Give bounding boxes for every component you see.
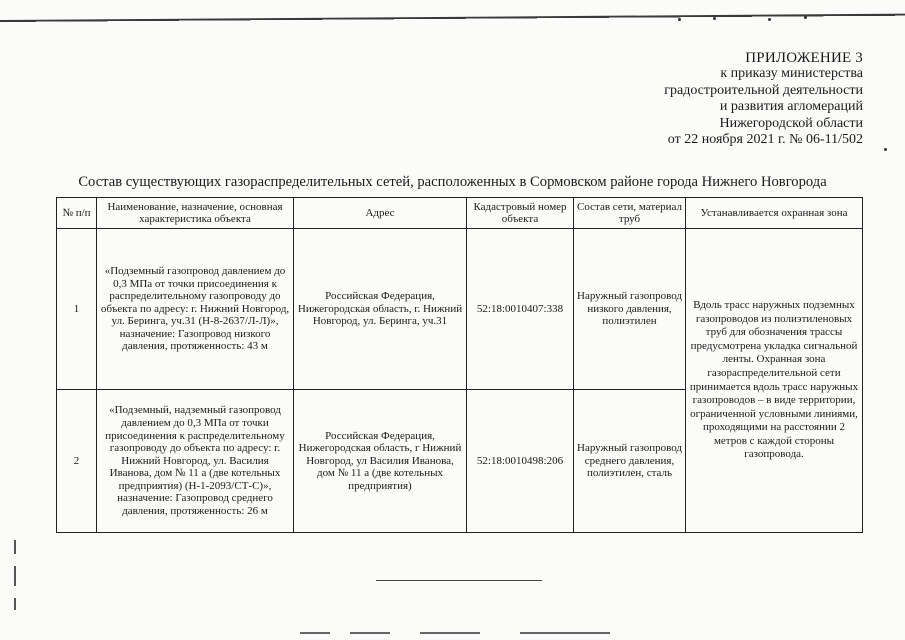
table-row: [57, 229, 863, 390]
gas-networks-table: [56, 197, 863, 533]
cell-num: 1: [57, 229, 97, 390]
cell-name: «Подземный газопровод давлением до 0,3 МПа от точки присоединения к распределительному газопроводу до объекта по адресу: г. Нижний Новгород, ул. Беринга, уч.31 (Н-8-2637/Л-Л)», назначение: Газопровод низкого давления, протяженность: 43 м: [97, 229, 294, 390]
cell-composition: Наружный газопровод среднего давления, полиэтилен, сталь: [574, 390, 686, 533]
header-num: № п/п: [57, 198, 97, 229]
appendix-line: от 22 ноября 2021 г. № 06-11/502: [667, 132, 863, 148]
scan-speck: [678, 18, 681, 21]
table-header-row: [57, 198, 863, 229]
header-composition: Состав сети, материал труб: [574, 198, 686, 229]
scan-margin-mark: [14, 540, 16, 554]
appendix-block: [664, 50, 863, 148]
header-address: Адрес: [294, 198, 467, 229]
cell-composition: Наружный газопровод низкого давления, полиэтилен: [574, 229, 686, 390]
scan-speck: [884, 148, 887, 151]
scan-bottom-mark: [520, 632, 610, 634]
scan-bottom-mark: [350, 632, 390, 634]
cell-address: Российская Федерация, Нижегородская область, г Нижний Новгород, ул Василия Иванова, дом № 11 а (две котельных предприятия): [294, 390, 467, 533]
cell-name: «Подземный, надземный газопровод давлением до 0,3 МПа от точки присоединения к распределительному газопроводу до объекта по адресу: г. Нижний Новгород, ул. Василия Иванова, дом № 11 а (две котельных предприятия) (Н-1-2093/СТ-С)», назначение: Газопровод среднего давления, протяженность: 26 м: [97, 390, 294, 533]
scan-speck: [768, 18, 771, 21]
header-zone: Устанавливается охранная зона: [686, 198, 863, 229]
scan-margin-mark: [14, 598, 16, 610]
signature-rule: [376, 580, 542, 581]
scan-speck: [804, 16, 807, 19]
cell-cadastral: 52:18:0010407:338: [467, 229, 574, 390]
header-cadastral: Кадастровый номер объекта: [467, 198, 574, 229]
cell-zone: Вдоль трасс наружных подземных газопроводов из полиэтиленовых труб для обозначения трассы предусмотрена укладка сигнальной ленты. Охранная зона газораспределительной сети принимается вдоль трасс наружных газопроводов – в виде территории, ограниченной условными линиями, проходящими на расстоянии 2 метров с каждой стороны газопровода.: [686, 229, 863, 533]
appendix-line: градостроительной деятельности: [664, 82, 863, 98]
document-heading: Состав существующих газораспределительных сетей, расположенных в Сормовском районе города Нижнего Новгорода: [78, 174, 827, 190]
scan-margin-mark: [14, 566, 16, 586]
cell-cadastral: 52:18:0010498:206: [467, 390, 574, 533]
cell-num: 2: [57, 390, 97, 533]
scan-bottom-mark: [420, 632, 480, 634]
appendix-title: ПРИЛОЖЕНИЕ 3: [745, 50, 863, 66]
scan-bottom-mark: [300, 632, 330, 634]
cell-address: Российская Федерация, Нижегородская область, г. Нижний Новгород, ул. Беринга, уч.31: [294, 229, 467, 390]
appendix-line: к приказу министерства: [720, 66, 863, 82]
header-name: Наименование, назначение, основная характеристика объекта: [97, 198, 294, 229]
appendix-line: Нижегородской области: [719, 115, 863, 131]
scan-speck: [713, 17, 716, 20]
appendix-line: и развития агломераций: [719, 99, 863, 115]
